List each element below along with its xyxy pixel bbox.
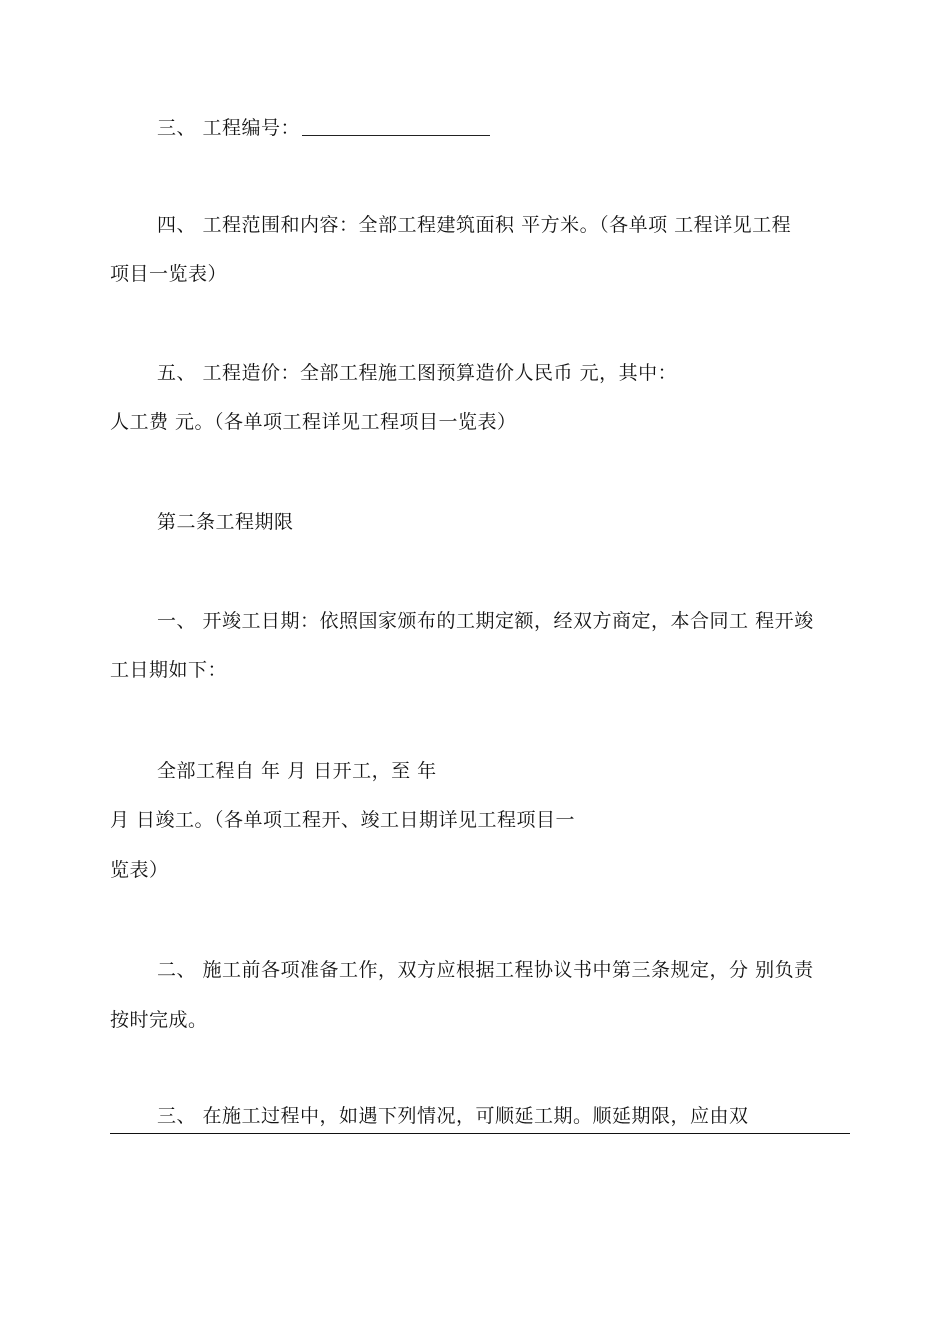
item3-label: 三、 工程编号：: [157, 117, 301, 139]
p3-line1: 三、 在施工过程中，如遇下列情况，可顺延工期。顺延期限，应由双: [157, 1105, 749, 1127]
item4-line2: 项目一览表）: [110, 263, 228, 285]
p1-line1: 一、 开竣工日期：依照国家颁布的工期定额，经双方商定，本合同工 程开竣: [157, 610, 814, 632]
article2-heading: 第二条工程期限: [157, 511, 294, 533]
project-number-blank: [302, 117, 490, 136]
schedule-line2: 月 日竣工。（各单项工程开、竣工日期详见工程项目一: [110, 809, 576, 831]
p2-line2: 按时完成。: [110, 1009, 208, 1031]
p1-line2: 工日期如下：: [110, 659, 228, 681]
item5-line2: 人工费 元。（各单项工程详见工程项目一览表）: [110, 411, 517, 433]
item3-project-number: [157, 116, 490, 140]
schedule-line1: 全部工程自 年 月 日开工，至 年: [157, 760, 437, 782]
footer-rule: [110, 1133, 850, 1134]
p2-line1: 二、 施工前各项准备工作，双方应根据工程协议书中第三条规定，分 别负责: [157, 959, 814, 981]
item4-line1: 四、 工程范围和内容：全部工程建筑面积 平方米。（各单项 工程详见工程: [157, 214, 792, 236]
item5-line1: 五、 工程造价：全部工程施工图预算造价人民币 元，其中：: [157, 362, 678, 384]
schedule-line3: 览表）: [110, 859, 169, 881]
